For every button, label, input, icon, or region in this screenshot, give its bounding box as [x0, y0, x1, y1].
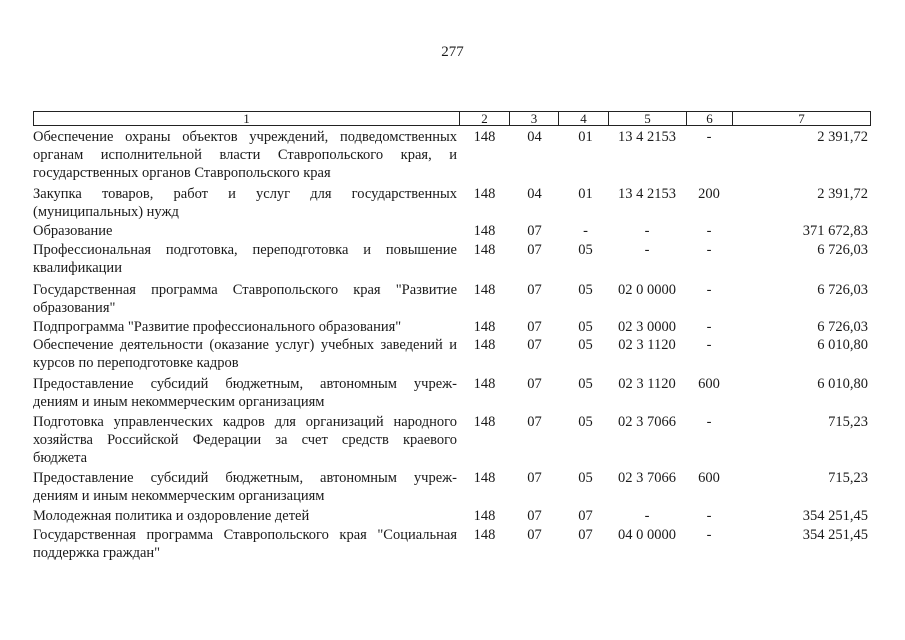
cell-amount: 371 672,83 [802, 223, 868, 239]
cell-subsection: 05 [578, 319, 593, 335]
row-name-line: курсов по переподготовке кадров [33, 355, 239, 371]
cell-amount: 6 010,80 [817, 337, 868, 353]
cell-target-article: 04 0 0000 [618, 527, 676, 543]
row-name-line: бюджета [33, 450, 88, 466]
cell-subsection: 01 [578, 186, 593, 202]
cell-target-article: - [644, 508, 650, 524]
cell-target-article: 02 3 7066 [618, 470, 676, 486]
cell-subsection: 05 [578, 414, 593, 430]
cell-section: 04 [527, 186, 542, 202]
row-name-line: (муниципальных) нужд [33, 204, 179, 220]
row-name [33, 413, 457, 467]
row-name [33, 128, 457, 182]
cell-target-article: - [644, 242, 650, 258]
cell-subsection: 07 [578, 508, 593, 524]
row-name-line: Предоставление субсидий бюджетным, автономным учреж- [33, 470, 457, 486]
page-number: 277 [441, 44, 464, 60]
cell-section: 07 [527, 319, 542, 335]
cell-subsection: 05 [578, 337, 593, 353]
row-name [33, 185, 457, 221]
cell-amount: 715,23 [828, 470, 868, 486]
cell-ministry: 148 [473, 129, 496, 145]
row-name-line: Профессиональная подготовка, переподготовка и повышение [33, 242, 457, 258]
cell-expense-type: - [706, 319, 712, 335]
cell-expense-type: - [706, 223, 712, 239]
cell-section: 07 [527, 414, 542, 430]
row-name-line: Государственная программа Ставропольского края "Социальная [33, 527, 457, 543]
cell-amount: 6 726,03 [817, 319, 868, 335]
cell-subsection: 05 [578, 242, 593, 258]
cell-expense-type: - [706, 414, 712, 430]
cell-subsection: 07 [578, 527, 593, 543]
row-name-line: квалификации [33, 260, 122, 276]
row-name-line: Закупка товаров, работ и услуг для государственных [33, 186, 457, 202]
cell-section: 07 [527, 242, 542, 258]
cell-ministry: 148 [473, 376, 496, 392]
cell-subsection: 05 [578, 282, 593, 298]
cell-amount: 354 251,45 [802, 508, 868, 524]
cell-amount: 2 391,72 [817, 129, 868, 145]
cell-subsection: 01 [578, 129, 593, 145]
cell-section: 07 [527, 337, 542, 353]
cell-target-article: 02 3 1120 [618, 337, 676, 353]
cell-expense-type: - [706, 527, 712, 543]
cell-section: 07 [527, 508, 542, 524]
cell-target-article: 02 0 0000 [618, 282, 676, 298]
row-name-line: Подпрограмма "Развитие профессионального образования" [33, 319, 402, 335]
cell-amount: 6 010,80 [817, 376, 868, 392]
row-name [33, 507, 457, 525]
row-name [33, 318, 457, 336]
row-name-line: хозяйства Российской Федерации за счет средств краевого [33, 432, 457, 448]
row-name [33, 375, 457, 411]
cell-ministry: 148 [473, 242, 496, 258]
cell-ministry: 148 [473, 508, 496, 524]
cell-target-article: 02 3 0000 [618, 319, 676, 335]
cell-amount: 6 726,03 [817, 242, 868, 258]
cell-target-article: 02 3 7066 [618, 414, 676, 430]
cell-target-article: 02 3 1120 [618, 376, 676, 392]
cell-section: 07 [527, 470, 542, 486]
cell-ministry: 148 [473, 319, 496, 335]
cell-expense-type: - [706, 129, 712, 145]
cell-amount: 6 726,03 [817, 282, 868, 298]
cell-ministry: 148 [473, 186, 496, 202]
cell-target-article: 13 4 2153 [618, 186, 676, 202]
cell-subsection: 05 [578, 470, 593, 486]
cell-expense-type: - [706, 242, 712, 258]
row-name-line: Подготовка управленческих кадров для организаций народного [33, 414, 457, 430]
cell-amount: 354 251,45 [802, 527, 868, 543]
cell-subsection: 05 [578, 376, 593, 392]
header-col-3: 3 [509, 111, 559, 126]
row-name-line: Обеспечение деятельности (оказание услуг) учебных заведений и [33, 337, 457, 353]
cell-amount: 715,23 [828, 414, 868, 430]
row-name-line: дениям и иным некоммерческим организациям [33, 488, 325, 504]
row-name-line: органам исполнительной власти Ставропольского края, и [33, 147, 457, 163]
row-name-line: Образование [33, 223, 113, 239]
row-name-line: дениям и иным некоммерческим организациям [33, 394, 325, 410]
header-col-6: 6 [686, 111, 733, 126]
cell-expense-type: - [706, 337, 712, 353]
row-name-line: Предоставление субсидий бюджетным, автономным учреж- [33, 376, 457, 392]
row-name-line: образования" [33, 300, 116, 316]
cell-section: 07 [527, 527, 542, 543]
cell-ministry: 148 [473, 527, 496, 543]
cell-amount: 2 391,72 [817, 186, 868, 202]
row-name-line: Обеспечение охраны объектов учреждений, подведомственных [33, 129, 457, 145]
header-col-7: 7 [732, 111, 871, 126]
header-col-1: 1 [33, 111, 460, 126]
row-name [33, 281, 457, 317]
cell-expense-type: - [706, 508, 712, 524]
row-name-line: поддержка граждан" [33, 545, 161, 561]
header-col-5: 5 [608, 111, 687, 126]
header-col-2: 2 [459, 111, 510, 126]
cell-target-article: - [644, 223, 650, 239]
row-name [33, 241, 457, 277]
cell-target-article: 13 4 2153 [618, 129, 676, 145]
cell-section: 07 [527, 282, 542, 298]
cell-section: 07 [527, 223, 542, 239]
row-name [33, 526, 457, 562]
cell-expense-type: 200 [698, 186, 720, 202]
row-name-line: Государственная программа Ставропольского края "Развитие [33, 282, 457, 298]
cell-expense-type: - [706, 282, 712, 298]
cell-expense-type: 600 [698, 376, 720, 392]
row-name-line: Молодежная политика и оздоровление детей [33, 508, 310, 524]
header-col-4: 4 [558, 111, 609, 126]
row-name [33, 336, 457, 372]
cell-ministry: 148 [473, 223, 496, 239]
cell-expense-type: 600 [698, 470, 720, 486]
cell-ministry: 148 [473, 282, 496, 298]
cell-section: 04 [527, 129, 542, 145]
cell-subsection: - [583, 223, 588, 239]
row-name [33, 222, 457, 240]
cell-ministry: 148 [473, 470, 496, 486]
row-name [33, 469, 457, 505]
cell-section: 07 [527, 376, 542, 392]
cell-ministry: 148 [473, 414, 496, 430]
cell-ministry: 148 [473, 337, 496, 353]
row-name-line: государственных органов Ставропольского края [33, 165, 331, 181]
